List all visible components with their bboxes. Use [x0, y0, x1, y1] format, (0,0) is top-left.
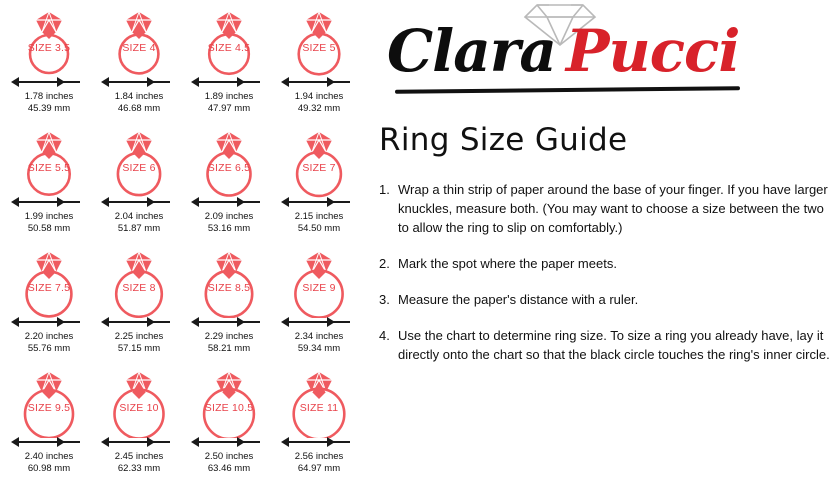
ring-measurement-inches: 2.09 inches [204, 211, 254, 222]
ring-measurement-mm: 54.50 mm [297, 222, 341, 234]
ring-size-label: SIZE 5.5 [27, 162, 71, 174]
ring-size-label: SIZE 8 [122, 282, 156, 294]
measure-arrow-icon [191, 196, 267, 208]
ring-size-cell [274, 124, 364, 244]
ring-measurement [295, 331, 344, 354]
ring-measurement-mm: 51.87 mm [117, 222, 161, 234]
ring-size-label: SIZE 10.5 [204, 402, 254, 414]
ring-measurement-inches: 1.89 inches [204, 91, 254, 102]
ring-measurement-inches: 2.25 inches [114, 331, 164, 342]
ring-measurement-mm: 45.39 mm [27, 102, 71, 114]
chart-row [4, 364, 365, 484]
ring-measurement-mm: 63.46 mm [207, 462, 251, 474]
ring-measurement [25, 91, 74, 114]
ring-size-label: SIZE 8.5 [207, 282, 251, 294]
ring-measurement [25, 331, 74, 354]
ring-measurement-mm: 58.21 mm [207, 342, 251, 354]
ring-measurement-inches: 1.99 inches [24, 211, 74, 222]
measure-arrow-icon [191, 316, 267, 328]
ring-measurement [205, 451, 254, 474]
measure-arrow-icon [11, 76, 87, 88]
ring-size-cell [4, 244, 94, 364]
ring-size-label: SIZE 9 [302, 282, 336, 294]
ring-size-label: SIZE 6.5 [207, 162, 251, 174]
ring-measurement [295, 451, 344, 474]
guide-panel [365, 0, 839, 501]
ring-size-label: SIZE 6 [122, 162, 156, 174]
ring-measurement-mm: 47.97 mm [207, 102, 251, 114]
ring-measurement-inches: 1.94 inches [294, 91, 344, 102]
measure-arrow-icon [281, 436, 357, 448]
ring-measurement [115, 211, 164, 234]
measure-arrow-icon [11, 196, 87, 208]
ring-illustration [12, 246, 86, 318]
ring-measurement [205, 211, 254, 234]
ring-measurement [115, 91, 164, 114]
ring-measurement-inches: 2.40 inches [24, 451, 74, 462]
ring-illustration [282, 246, 356, 318]
ring-illustration [192, 6, 266, 78]
ring-measurement-mm: 55.76 mm [27, 342, 71, 354]
guide-step-text: Wrap a thin strip of paper around the base of your finger. If you have larger knuckles, measure both. (You may want to choose a size between the two to allow the ring to slip on comfortably.) [398, 182, 828, 235]
ring-size-label: SIZE 7.5 [27, 282, 71, 294]
brand-name-first: Clara [387, 17, 556, 85]
guide-step [379, 290, 831, 309]
ring-illustration [192, 126, 266, 198]
brand-underline [395, 86, 740, 94]
ring-illustration [102, 6, 176, 78]
ring-illustration [12, 366, 86, 438]
brand-name [387, 17, 740, 85]
measure-arrow-icon [281, 316, 357, 328]
ring-size-cell [94, 124, 184, 244]
ring-measurement-inches: 1.78 inches [24, 91, 74, 102]
brand-logo [373, 0, 825, 108]
ring-size-label: SIZE 11 [299, 402, 339, 414]
guide-step-text: Use the chart to determine ring size. To size a ring you already have, lay it directly onto the chart so that the black circle touches the ring's inner circle. [398, 328, 830, 362]
ring-measurement-mm: 62.33 mm [117, 462, 161, 474]
ring-measurement [205, 331, 254, 354]
measure-arrow-icon [101, 316, 177, 328]
ring-size-label: SIZE 4 [122, 42, 156, 54]
ring-size-cell [94, 364, 184, 484]
measure-arrow-icon [101, 76, 177, 88]
ring-size-cell [184, 364, 274, 484]
ring-measurement-inches: 2.29 inches [204, 331, 254, 342]
ring-size-cell [274, 364, 364, 484]
chart-row [4, 244, 365, 364]
ring-size-cell [4, 364, 94, 484]
ring-size-label: SIZE 4.5 [207, 42, 251, 54]
ring-illustration [12, 6, 86, 78]
ring-size-cell [94, 244, 184, 364]
page-title: Ring Size Guide [379, 122, 628, 158]
brand-name-second: Pucci [565, 17, 740, 85]
ring-size-chart [0, 0, 365, 501]
ring-size-cell [184, 244, 274, 364]
ring-illustration [102, 366, 176, 438]
guide-step-number: 3. [379, 292, 390, 307]
ring-measurement [115, 331, 164, 354]
ring-measurement-mm: 50.58 mm [27, 222, 71, 234]
ring-measurement-mm: 60.98 mm [27, 462, 71, 474]
ring-measurement-inches: 2.56 inches [294, 451, 344, 462]
guide-step-number: 4. [379, 328, 390, 343]
ring-size-label: SIZE 5 [302, 42, 336, 54]
ring-measurement-mm: 57.15 mm [117, 342, 161, 354]
ring-size-label: SIZE 3.5 [27, 42, 71, 54]
ring-measurement-mm: 49.32 mm [297, 102, 341, 114]
ring-illustration [192, 246, 266, 318]
chart-row [4, 4, 365, 124]
ring-size-cell [274, 4, 364, 124]
ring-illustration [102, 246, 176, 318]
ring-measurement-inches: 1.84 inches [114, 91, 164, 102]
guide-steps [379, 180, 831, 364]
measure-arrow-icon [101, 436, 177, 448]
ring-measurement [205, 91, 254, 114]
ring-illustration [192, 366, 266, 438]
guide-step-number: 1. [379, 182, 390, 197]
ring-measurement [295, 91, 344, 114]
measure-arrow-icon [11, 316, 87, 328]
ring-measurement-mm: 59.34 mm [297, 342, 341, 354]
ring-size-cell [184, 4, 274, 124]
ring-measurement-inches: 2.04 inches [114, 211, 164, 222]
ring-measurement-mm: 53.16 mm [207, 222, 251, 234]
ring-measurement-mm: 64.97 mm [297, 462, 341, 474]
ring-measurement-inches: 2.34 inches [294, 331, 344, 342]
ring-illustration [282, 6, 356, 78]
ring-measurement [295, 211, 344, 234]
ring-measurement [25, 211, 74, 234]
ring-size-cell [184, 124, 274, 244]
ring-measurement-inches: 2.45 inches [114, 451, 164, 462]
ring-illustration [282, 366, 356, 438]
ring-measurement-inches: 2.20 inches [24, 331, 74, 342]
ring-measurement-mm: 46.68 mm [117, 102, 161, 114]
ring-measurement [25, 451, 74, 474]
ring-illustration [12, 126, 86, 198]
chart-row [4, 124, 365, 244]
ring-illustration [102, 126, 176, 198]
ring-size-label: SIZE 9.5 [27, 402, 71, 414]
ring-size-cell [4, 4, 94, 124]
guide-step-text: Mark the spot where the paper meets. [398, 256, 617, 271]
ring-size-cell [94, 4, 184, 124]
measure-arrow-icon [101, 196, 177, 208]
guide-step [379, 254, 831, 273]
ring-size-label: SIZE 10 [119, 402, 159, 414]
ring-measurement-inches: 2.15 inches [294, 211, 344, 222]
measure-arrow-icon [11, 436, 87, 448]
ring-size-label: SIZE 7 [302, 162, 336, 174]
ring-size-cell [274, 244, 364, 364]
measure-arrow-icon [281, 76, 357, 88]
measure-arrow-icon [191, 436, 267, 448]
ring-measurement-inches: 2.50 inches [204, 451, 254, 462]
ring-size-cell [4, 124, 94, 244]
guide-step-number: 2. [379, 256, 390, 271]
guide-step [379, 180, 831, 237]
measure-arrow-icon [281, 196, 357, 208]
measure-arrow-icon [191, 76, 267, 88]
guide-step-text: Measure the paper's distance with a ruler. [398, 292, 639, 307]
ring-illustration [282, 126, 356, 198]
ring-measurement [115, 451, 164, 474]
guide-step [379, 326, 831, 364]
